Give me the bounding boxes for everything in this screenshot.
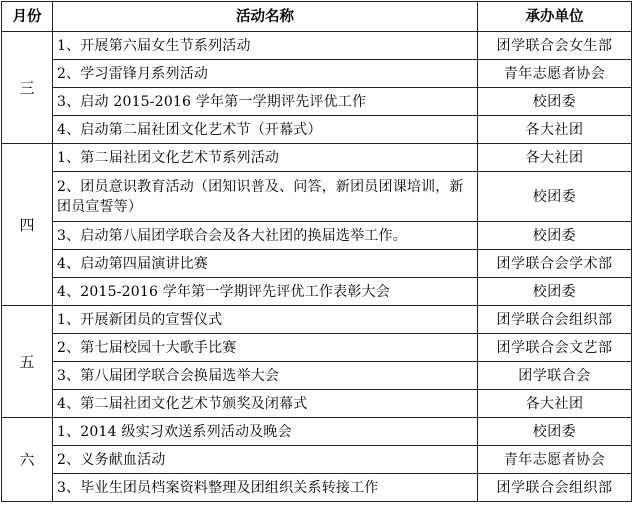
- table-row: [2, 418, 632, 446]
- activity-cell: 3、启动第八届团学联合会及各大社团的换届选举工作。: [53, 222, 478, 250]
- month-cell-march: 三: [2, 32, 53, 144]
- organizer-cell: 校团委: [478, 222, 632, 250]
- organizer-cell: 校团委: [478, 278, 632, 306]
- header-month: 月份: [2, 2, 53, 32]
- activity-cell: 3、启动 2015-2016 学年第一学期评先评优工作: [53, 88, 478, 116]
- organizer-cell: 团学联合会文艺部: [478, 334, 632, 362]
- activity-cell: 3、第八届团学联合会换届选举大会: [53, 362, 478, 390]
- activity-cell: 2、学习雷锋月系列活动: [53, 60, 478, 88]
- table-row: [2, 306, 632, 334]
- table-row: [2, 250, 632, 278]
- activity-cell: 1、开展第六届女生节系列活动: [53, 32, 478, 60]
- table-row: [2, 172, 632, 222]
- activity-cell: 4、2015-2016 学年第一学期评先评优工作表彰大会: [53, 278, 478, 306]
- table-row: [2, 474, 632, 502]
- header-activity: 活动名称: [53, 2, 478, 32]
- organizer-cell: 校团委: [478, 172, 632, 222]
- activity-cell: 2、第七届校园十大歌手比赛: [53, 334, 478, 362]
- month-cell-june: 六: [2, 418, 53, 502]
- activity-schedule-table: [1, 1, 632, 502]
- organizer-cell: 团学联合会组织部: [478, 474, 632, 502]
- organizer-cell: 青年志愿者协会: [478, 446, 632, 474]
- activity-cell: 4、启动第二届社团文化艺术节（开幕式）: [53, 116, 478, 144]
- table-row: [2, 362, 632, 390]
- activity-cell: 1、2014 级实习欢送系列活动及晚会: [53, 418, 478, 446]
- organizer-cell: 校团委: [478, 88, 632, 116]
- table-row: [2, 144, 632, 172]
- table-row: [2, 446, 632, 474]
- organizer-cell: 团学联合会: [478, 362, 632, 390]
- organizer-cell: 青年志愿者协会: [478, 60, 632, 88]
- table-row: [2, 116, 632, 144]
- table-row: [2, 222, 632, 250]
- activity-cell: 1、第二届社团文化艺术节系列活动: [53, 144, 478, 172]
- table-row: [2, 334, 632, 362]
- table-row: [2, 32, 632, 60]
- header-organizer: 承办单位: [478, 2, 632, 32]
- organizer-cell: 各大社团: [478, 390, 632, 418]
- activity-cell: 3、毕业生团员档案资料整理及团组织关系转接工作: [53, 474, 478, 502]
- activity-cell: 4、第二届社团文化艺术节颁奖及闭幕式: [53, 390, 478, 418]
- organizer-cell: 各大社团: [478, 144, 632, 172]
- organizer-cell: 团学联合会学术部: [478, 250, 632, 278]
- organizer-cell: 各大社团: [478, 116, 632, 144]
- activity-cell: 4、启动第四届演讲比赛: [53, 250, 478, 278]
- organizer-cell: 团学联合会女生部: [478, 32, 632, 60]
- organizer-cell: 团学联合会组织部: [478, 306, 632, 334]
- table-row: [2, 60, 632, 88]
- table-row: [2, 390, 632, 418]
- activity-cell: 2、义务献血活动: [53, 446, 478, 474]
- month-cell-may: 五: [2, 306, 53, 418]
- header-row: [2, 2, 632, 32]
- organizer-cell: 校团委: [478, 418, 632, 446]
- activity-cell: 1、开展新团员的宣誓仪式: [53, 306, 478, 334]
- table-row: [2, 88, 632, 116]
- activity-cell: 2、团员意识教育活动（团知识普及、问答，新团员团课培训，新团员宣誓等）: [53, 172, 478, 222]
- table-row: [2, 278, 632, 306]
- month-cell-april: 四: [2, 144, 53, 306]
